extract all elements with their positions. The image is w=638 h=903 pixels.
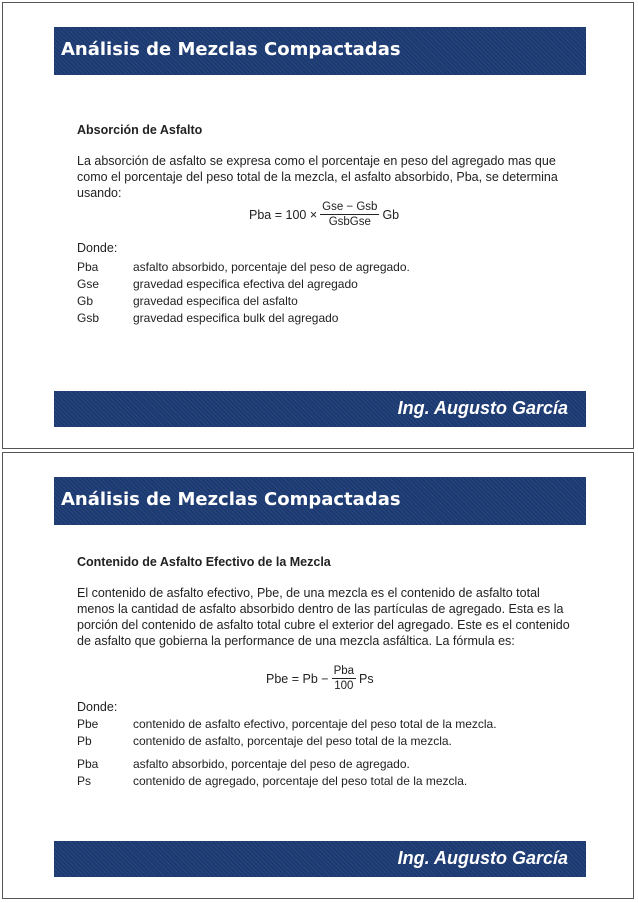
- definition-symbol: Gse: [77, 276, 100, 291]
- title-bar: [54, 477, 586, 525]
- footer-bar: [54, 391, 586, 427]
- definition-row: [77, 732, 497, 749]
- definition-desc: asfalto absorbido, porcentaje del peso de agregado.: [133, 756, 410, 771]
- paragraph: La absorción de asfalto se expresa como el porcentaje en peso del agregado mas que como el porcentaje del peso total de la mezcla, el asfalto absorbido, Pba, se determina usando:: [77, 154, 558, 200]
- definition-symbol: Ps: [77, 773, 92, 788]
- formula-lhs: Pbe: [266, 671, 289, 686]
- footer-author: Ing. Augusto García: [397, 848, 568, 868]
- formula-tail: Ps: [359, 671, 374, 686]
- formula-numerator: Pba: [333, 665, 355, 677]
- section-heading: Contenido de Asfalto Efectivo de la Mezcla: [77, 555, 331, 569]
- definitions-list: [77, 258, 410, 326]
- definition-desc: gravedad especifica efectiva del agregado: [133, 276, 358, 291]
- definition-desc: gravedad especifica bulk del agregado: [133, 310, 339, 325]
- donde-label: Donde:: [77, 241, 118, 255]
- definition-symbol: Gb: [77, 293, 94, 308]
- formula: [266, 665, 374, 692]
- definition-symbol: Pbe: [77, 716, 99, 731]
- formula-mid: = 100 ×: [274, 207, 318, 222]
- slide-title: Análisis de Mezclas Compactadas: [61, 39, 401, 60]
- formula-numerator: Gse − Gsb: [322, 201, 378, 213]
- definitions-list: [77, 715, 497, 789]
- formula-denominator: 100: [334, 680, 354, 692]
- definition-symbol: Pba: [77, 259, 99, 274]
- definition-symbol: Gsb: [77, 310, 100, 325]
- definition-desc: contenido de asfalto, porcentaje del peso total de la mezcla.: [133, 733, 452, 748]
- footer-bar: [54, 841, 586, 877]
- definition-symbol: Pb: [77, 733, 92, 748]
- definition-row: [77, 772, 497, 789]
- definition-symbol: Pba: [77, 756, 99, 771]
- slide-2: [2, 452, 634, 899]
- definition-desc: asfalto absorbido, porcentaje del peso de agregado.: [133, 259, 410, 274]
- slide-title: Análisis de Mezclas Compactadas: [61, 489, 401, 510]
- formula-lhs: Pba: [249, 207, 272, 222]
- slide-1: [2, 2, 634, 449]
- paragraph: El contenido de asfalto efectivo, Pbe, de una mezcla es el contenido de asfalto total menos la cantidad de asfalto absorbido dentro de las partículas de agregado. Esta es la porción del contenido de asfalto total cubre el exterior del agregado. Este es el contenido de asfalto que gobierna la performance de una mezcla asfáltica. La fórmula es:: [77, 586, 570, 648]
- formula-mid: = Pb −: [291, 671, 329, 686]
- title-bar: [54, 27, 586, 75]
- definition-row: [77, 715, 497, 732]
- definition-desc: contenido de asfalto efectivo, porcentaje del peso total de la mezcla.: [133, 716, 497, 731]
- formula-denominator: GsbGse: [328, 216, 371, 228]
- section-heading: Absorción de Asfalto: [77, 123, 203, 137]
- definition-row: [77, 258, 410, 275]
- footer-author: Ing. Augusto García: [397, 398, 568, 418]
- definition-row: [77, 309, 410, 326]
- definition-desc: contenido de agregado, porcentaje del peso total de la mezcla.: [133, 773, 468, 788]
- formula-fraction: [332, 665, 356, 692]
- definition-desc: gravedad especifica del asfalto: [133, 293, 298, 308]
- formula-fraction: [320, 201, 379, 228]
- formula-tail: Gb: [382, 207, 400, 222]
- definition-row: [77, 292, 410, 309]
- formula: [249, 201, 399, 228]
- donde-label: Donde:: [77, 700, 118, 714]
- definition-row: [77, 755, 497, 772]
- definition-row: [77, 275, 410, 292]
